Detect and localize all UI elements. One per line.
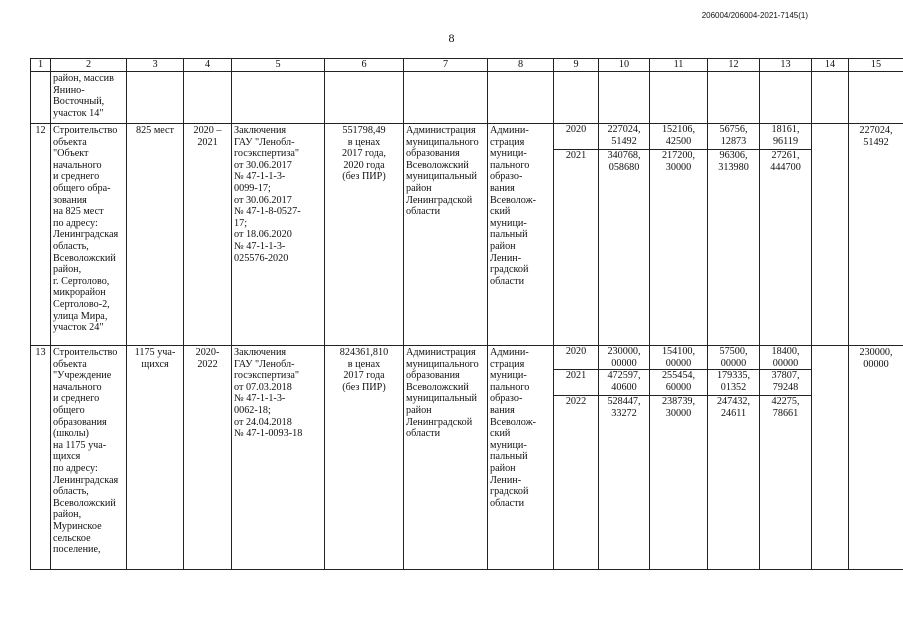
col14-value [812, 124, 849, 346]
col13-values [760, 346, 812, 570]
col11-values [650, 346, 708, 570]
col14-value [812, 346, 849, 570]
cell [404, 72, 488, 124]
value-cell: 152106, 42500 [650, 124, 707, 150]
customer: Администрация муниципального образования Всеволожский муниципальный район Ленинградской области [404, 346, 488, 570]
value-cell: 227024, 51492 [599, 124, 649, 150]
cell [708, 72, 760, 124]
recipient: Админи- страция муници- пального образо- вания Всеволож- ский муници- пальный район Ленин- градской области [488, 346, 554, 570]
cell [849, 72, 903, 124]
col-header: 7 [404, 59, 488, 72]
col-header: 2 [51, 59, 127, 72]
years-column [554, 124, 599, 346]
years-column [554, 346, 599, 570]
cell [599, 72, 650, 124]
year: 2020 [554, 124, 598, 150]
customer: Администрация муниципального образования Всеволожский муниципальный район Ленинградской области [404, 124, 488, 346]
year: 2021 [554, 370, 598, 396]
value-cell: 238739, 30000 [661, 396, 696, 419]
value-cell: 42275, 78661 [771, 396, 800, 419]
value-cell: 27261, 444700 [770, 150, 801, 173]
estimated-cost: 824361,810 в ценах 2017 года (без ПИР) [325, 346, 404, 570]
value-cell: 18161, 96119 [760, 124, 811, 150]
object-name: Строительство объекта "Объект начального и среднего общего обра- зования на 825 мест по адресу: Ленинградская область, Всеволожский район, г. Сертолово, микрорайон Сертолово-2, улица Мира, участок 24" [51, 124, 127, 346]
col-header: 11 [650, 59, 708, 72]
value-cell: 217200, 30000 [661, 150, 696, 173]
col-header: 5 [232, 59, 325, 72]
construction-period: 2020- 2022 [184, 346, 232, 570]
continuation-row [31, 72, 903, 124]
col11-values [650, 124, 708, 346]
cell [760, 72, 812, 124]
value-cell: 57500, 00000 [708, 346, 759, 370]
row-number: 12 [31, 124, 51, 346]
expertise-conclusion: Заключения ГАУ "Ленобл- госэкспертиза" от 30.06.2017 № 47-1-1-3- 0099-17; от 30.06.2017 № 47-1-8-0527- 17; от 18.06.2020 № 47-1-1-3- 025576-2020 [232, 124, 325, 346]
cell [554, 72, 599, 124]
year: 2020 [554, 346, 598, 370]
col-header: 8 [488, 59, 554, 72]
row-number: 13 [31, 346, 51, 570]
value-cell: 179335, 01352 [708, 370, 759, 396]
construction-period: 2020 – 2021 [184, 124, 232, 346]
table-row [31, 124, 903, 346]
col-header: 3 [127, 59, 184, 72]
value-cell: 18400, 00000 [760, 346, 811, 370]
col-header: 9 [554, 59, 599, 72]
cell [127, 72, 184, 124]
object-name-continuation: район, массив Янино- Восточный, участок 14" [51, 72, 127, 124]
col-header: 14 [812, 59, 849, 72]
table-row [31, 346, 903, 570]
col-header: 13 [760, 59, 812, 72]
col13-values [760, 124, 812, 346]
cell [812, 72, 849, 124]
capacity: 1175 уча- щихся [127, 346, 184, 570]
col-header: 1 [31, 59, 51, 72]
col12-values [708, 346, 760, 570]
col-header: 12 [708, 59, 760, 72]
col-header: 15 [849, 59, 903, 72]
value-cell: 230000, 00000 [599, 346, 649, 370]
value-cell: 154100, 00000 [650, 346, 707, 370]
value-cell: 472597, 40600 [599, 370, 649, 396]
object-name: Строительство объекта "Учреждение начального и среднего общего образования (школы) на 1175 уча- щихся по адресу: Ленинградская область, Всеволожский район, Муринское сельское поселение, [51, 346, 127, 570]
col12-values [708, 124, 760, 346]
cell [325, 72, 404, 124]
value-cell: 255454, 60000 [650, 370, 707, 396]
col15-value: 227024, 51492 [849, 124, 903, 346]
estimated-cost: 551798,49 в ценах 2017 года, 2020 года (без ПИР) [325, 124, 404, 346]
col10-values [599, 124, 650, 346]
recipient: Админи- страция муници- пального образо- вания Всеволож- ский муници- пальный район Ленин- градской области [488, 124, 554, 346]
value-cell: 56756, 12873 [708, 124, 759, 150]
value-cell: 96306, 313980 [718, 150, 749, 173]
cell [232, 72, 325, 124]
year: 2021 [565, 150, 587, 161]
cell [650, 72, 708, 124]
value-cell: 528447, 33272 [607, 396, 641, 419]
value-cell: 247432, 24611 [716, 396, 751, 419]
col-header: 4 [184, 59, 232, 72]
investment-objects-table [30, 58, 903, 570]
column-number-row [31, 59, 903, 72]
cell [488, 72, 554, 124]
col-header: 6 [325, 59, 404, 72]
col-header: 10 [599, 59, 650, 72]
expertise-conclusion: Заключения ГАУ "Ленобл- госэкспертиза" от 07.03.2018 № 47-1-1-3- 0062-18; от 24.04.2018 № 47-1-0093-18 [232, 346, 325, 570]
value-cell: 340768, 058680 [607, 150, 641, 173]
value-cell: 37807, 79248 [760, 370, 811, 396]
capacity: 825 мест [127, 124, 184, 346]
page-number: 8 [448, 31, 455, 45]
cell [31, 72, 51, 124]
cell [184, 72, 232, 124]
col15-value: 230000, 00000 [849, 346, 903, 570]
document-id: 206004/206004-2021-7145(1) [701, 11, 808, 20]
col10-values [599, 346, 650, 570]
year: 2022 [565, 396, 587, 407]
